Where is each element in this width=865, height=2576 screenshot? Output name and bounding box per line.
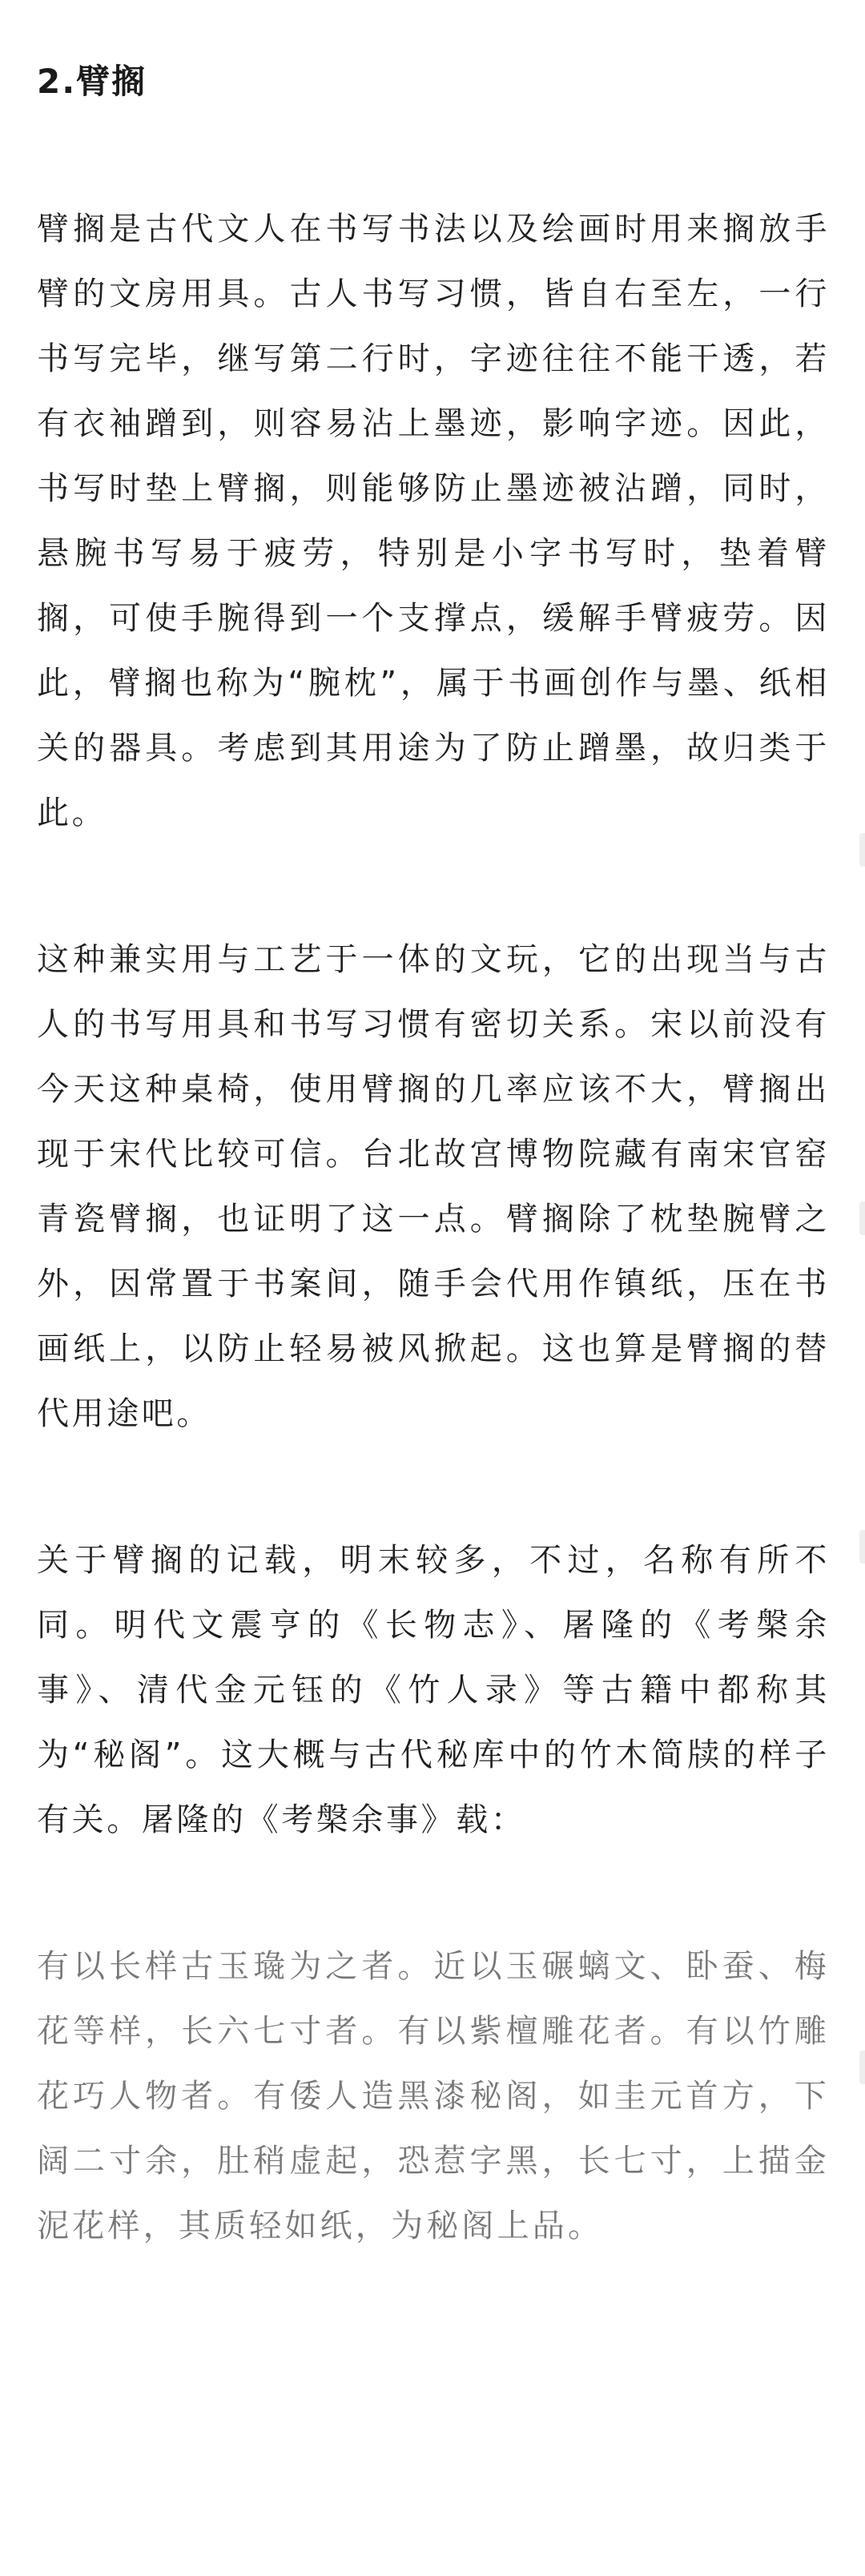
scroll-edge-marker bbox=[859, 1201, 865, 1235]
section-heading: 2.臂搁 bbox=[37, 62, 147, 101]
scroll-edge-marker bbox=[859, 833, 865, 867]
paragraph-records: 关于臂搁的记载，明末较多，不过，名称有所不同。明代文震亨的《长物志》、屠隆的《考槃余事》、清代金元钰的《竹人录》等古籍中都称其为“秘阁”。这大概与古代秘库中的竹木简牍的样子有关。屠隆的《考槃余事》载： bbox=[37, 1542, 830, 1838]
paragraph-intro: 臂搁是古代文人在书写书法以及绘画时用来搁放手臂的文房用具。古人书写习惯，皆自右至左，一行书写完毕，继写第二行时，字迹往往不能干透，若有衣袖蹭到，则容易沾上墨迹，影响字迹。因此，书写时垫上臂搁，则能够防止墨迹被沾蹭，同时，悬腕书写易于疲劳，特别是小字书写时，垫着臂搁，可使手腕得到一个支撑点，缓解手臂疲劳。因此，臂搁也称为“腕枕”，属于书画创作与墨、纸相关的器具。考虑到其用途为了防止蹭墨，故归类于此。 bbox=[37, 211, 830, 831]
scroll-edge-marker bbox=[859, 2051, 865, 2084]
scroll-edge-marker bbox=[859, 1530, 865, 1564]
paragraph-origin: 这种兼实用与工艺于一体的文玩，它的出现当与古人的书写用具和书写习惯有密切关系。宋以前没有今天这种桌椅，使用臂搁的几率应该不大，臂搁出现于宋代比较可信。台北故宫博物院藏有南宋官窑青瓷臂搁，也证明了这一点。臂搁除了枕垫腕臂之外，因常置于书案间，随手会代用作镇纸，压在书画纸上，以防止轻易被风掀起。这也算是臂搁的替代用途吧。 bbox=[37, 941, 830, 1432]
quoted-passage: 有以长样古玉璏为之者。近以玉碾螭文、卧蚕、梅花等样，长六七寸者。有以紫檀雕花者。有以竹雕花巧人物者。有倭人造黑漆秘阁，如圭元首方，下阔二寸余，肚稍虚起，恐惹字黑，长七寸，上描金泥花样，其质轻如纸，为秘阁上品。 bbox=[37, 1948, 830, 2244]
article bbox=[37, 56, 830, 2259]
